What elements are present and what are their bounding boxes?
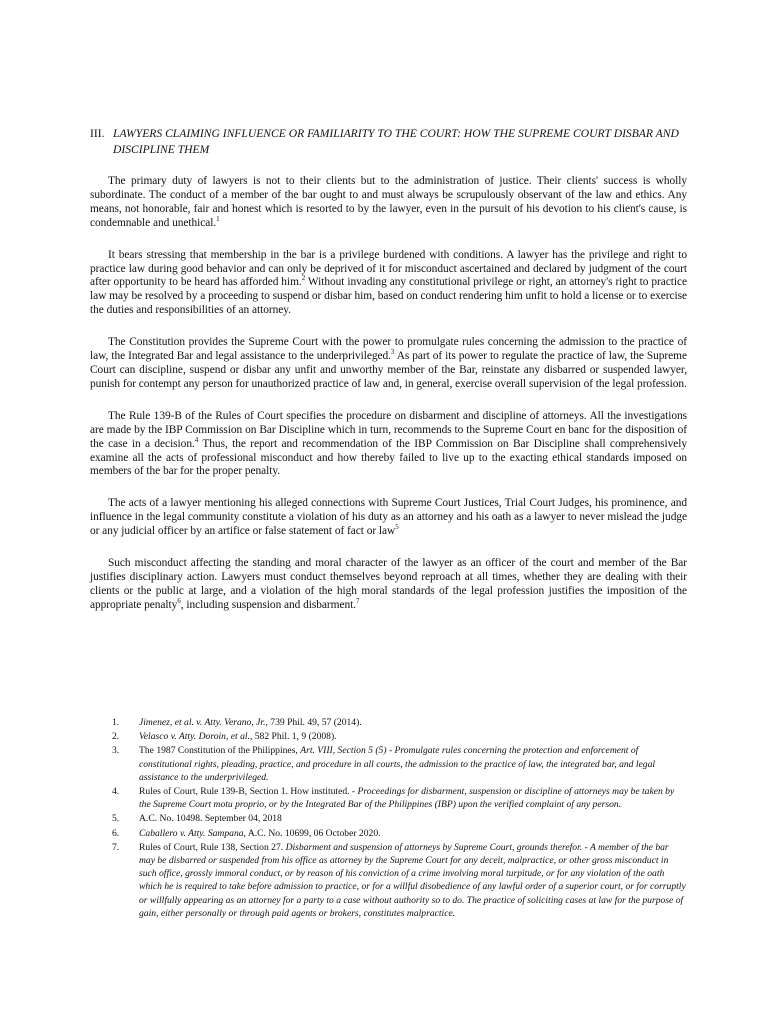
paragraph-3: The Constitution provides the Supreme Court with the power to promulgate rules concerning the admission to the practice of law, the Integrated Bar and legal assistance to the underprivileged.$^3$ As part of its power to regulate the practice of law, the Supreme Court can discipline, suspend or disbar any unfit and unworthy member of the Bar, reinstate any disbarred or suspended lawyer, punish for contempt any person for unauthorized practice of law and, in general, exercise overall supervision of the legal profession. [90,336,687,390]
footnote-ref: 4 [194,435,199,444]
paragraph-5: The acts of a lawyer mentioning his alleged connections with Supreme Court Justices, Trial Court Judges, his prominence, and influence in the legal community constitute a violation of his duty as an attorney and his oath as a lawyer to never mislead the judge or any judicial officer by an artifice or false statement of fact or law$^5$ [90,497,687,538]
footnote-5: 5. A.C. No. 10498. September 04, 2018 [112,813,282,825]
footnote-6: 6. Caballero v. Atty. Sampana, A.C. No. 10699, 06 October 2020. [112,827,381,839]
footnotes [112,716,687,921]
footnote-ref: 1 [216,214,220,223]
section-title: LAWYERS CLAIMING INFLUENCE OR FAMILIARITY TO THE COURT: HOW THE SUPREME COURT DISBAR AND DISCIPLINE THEM [113,127,679,156]
paragraph-4: The Rule 139-B of the Rules of Court specifies the procedure on disbarment and discipline of attorneys. All the investigations are made by the IBP Commission on Bar Discipline which in turn, recommends to the Supreme Court en banc for the disposition of the case in a decision.$^4$ Thus, the report and recommendation of the IBP Commission on Bar Discipline shall comprehensively examine all the acts of professional misconduct and how thereby failed to live up to the exacting ethical standards imposed on members of the bar for the proper penalty. [90,409,687,478]
footnote-7: 7. Rules of Court, Rule 138, Section 27. Disbarment and suspension of attorneys by Supreme Court, grounds therefor. - A member of the bar may be disbarred or suspended from his office as attorney by the Supreme Court for any deceit, malpractice, or other gross misconduct in such office, grossly immoral conduct, or by reason of his conviction of a crime involving moral turpitude, or for any violation of the oath which he is required to take before admission to practice, or for a willful disobedience of any lawful order of a superior court, or for corruptly or willfully appearing as an attorney for a party to a case without authority so to do. The practice of soliciting cases at law for the purpose of gain, either personally or through paid agents or brokers, constitutes malpractice. [112,841,686,919]
footnote-ref: 7 [356,596,360,605]
paragraph-1: The primary duty of lawyers is not to their clients but to the administration of justice. Their clients' success is wholly subordinate. The conduct of a member of the bar ought to and must always be scrupulously observant of the law and ethics. Any means, not honorable, fair and honest which is resorted to by the lawyer, even in the pursuit of his devotion to his client's cause, is condemnable and unethical.$^1$ [90,175,687,229]
footnote-2: 2. Velasco v. Atty. Doroin, et al., 582 Phil. 1, 9 (2008). [112,731,337,743]
section-number: III. [90,127,105,140]
paragraph-2: It bears stressing that membership in the bar is a privilege burdened with conditions. A lawyer has the privilege and right to practice law during good behavior and can only be deprived of it for misconduct ascertained and declared by judgment of the court after opportunity to be heard has afforded him.$^2$ Without invading any constitutional privilege or right, an attorney's right to practice law may be resolved by a proceeding to suspend or disbar him, based on conduct rendering him unfit to hold a license or to exercise the duties and responsibilities of an attorney. [90,248,687,317]
footnote-ref: 2 [301,274,306,283]
footnote-1: 1. Jimenez, et al. v. Atty. Verano, Jr., 739 Phil. 49, 57 (2014). [112,717,362,728]
footnote-3: 3. The 1987 Constitution of the Philippines, Art. VIII, Section 5 (5) - Promulgate rules concerning the protection and enforcement of constitutional rights, pleading, practice, and procedure in all courts, the admission to the practice of law, the integrated bar, and legal assistance to the underprivileged. [112,745,656,783]
document-body [90,126,687,631]
footnote-ref: 3 [390,348,395,357]
paragraph-6: Such misconduct affecting the standing and moral character of the lawyer as an officer of the court and member of the Bar justifies disciplinary action. Lawyers must conduct themselves beyond reproach at all times, whether they are dealing with their clients or the public at large, and a violation of the high moral standards of the legal profession justifies the imposition of the appropriate penalty$^6$, including suspension and disbarment.$^7$ [90,557,687,611]
section-heading [90,126,687,158]
footnote-4: 4. Rules of Court, Rule 139-B, Section 1. How instituted. - Proceedings for disbarment, suspension or discipline of attorneys may be taken by the Supreme Court motu proprio, or by the Integrated Bar of the Philippines (IBP) upon the verified complaint of any person. [112,786,675,811]
footnote-ref: 5 [395,523,399,532]
footnote-ref: 6 [177,596,181,605]
